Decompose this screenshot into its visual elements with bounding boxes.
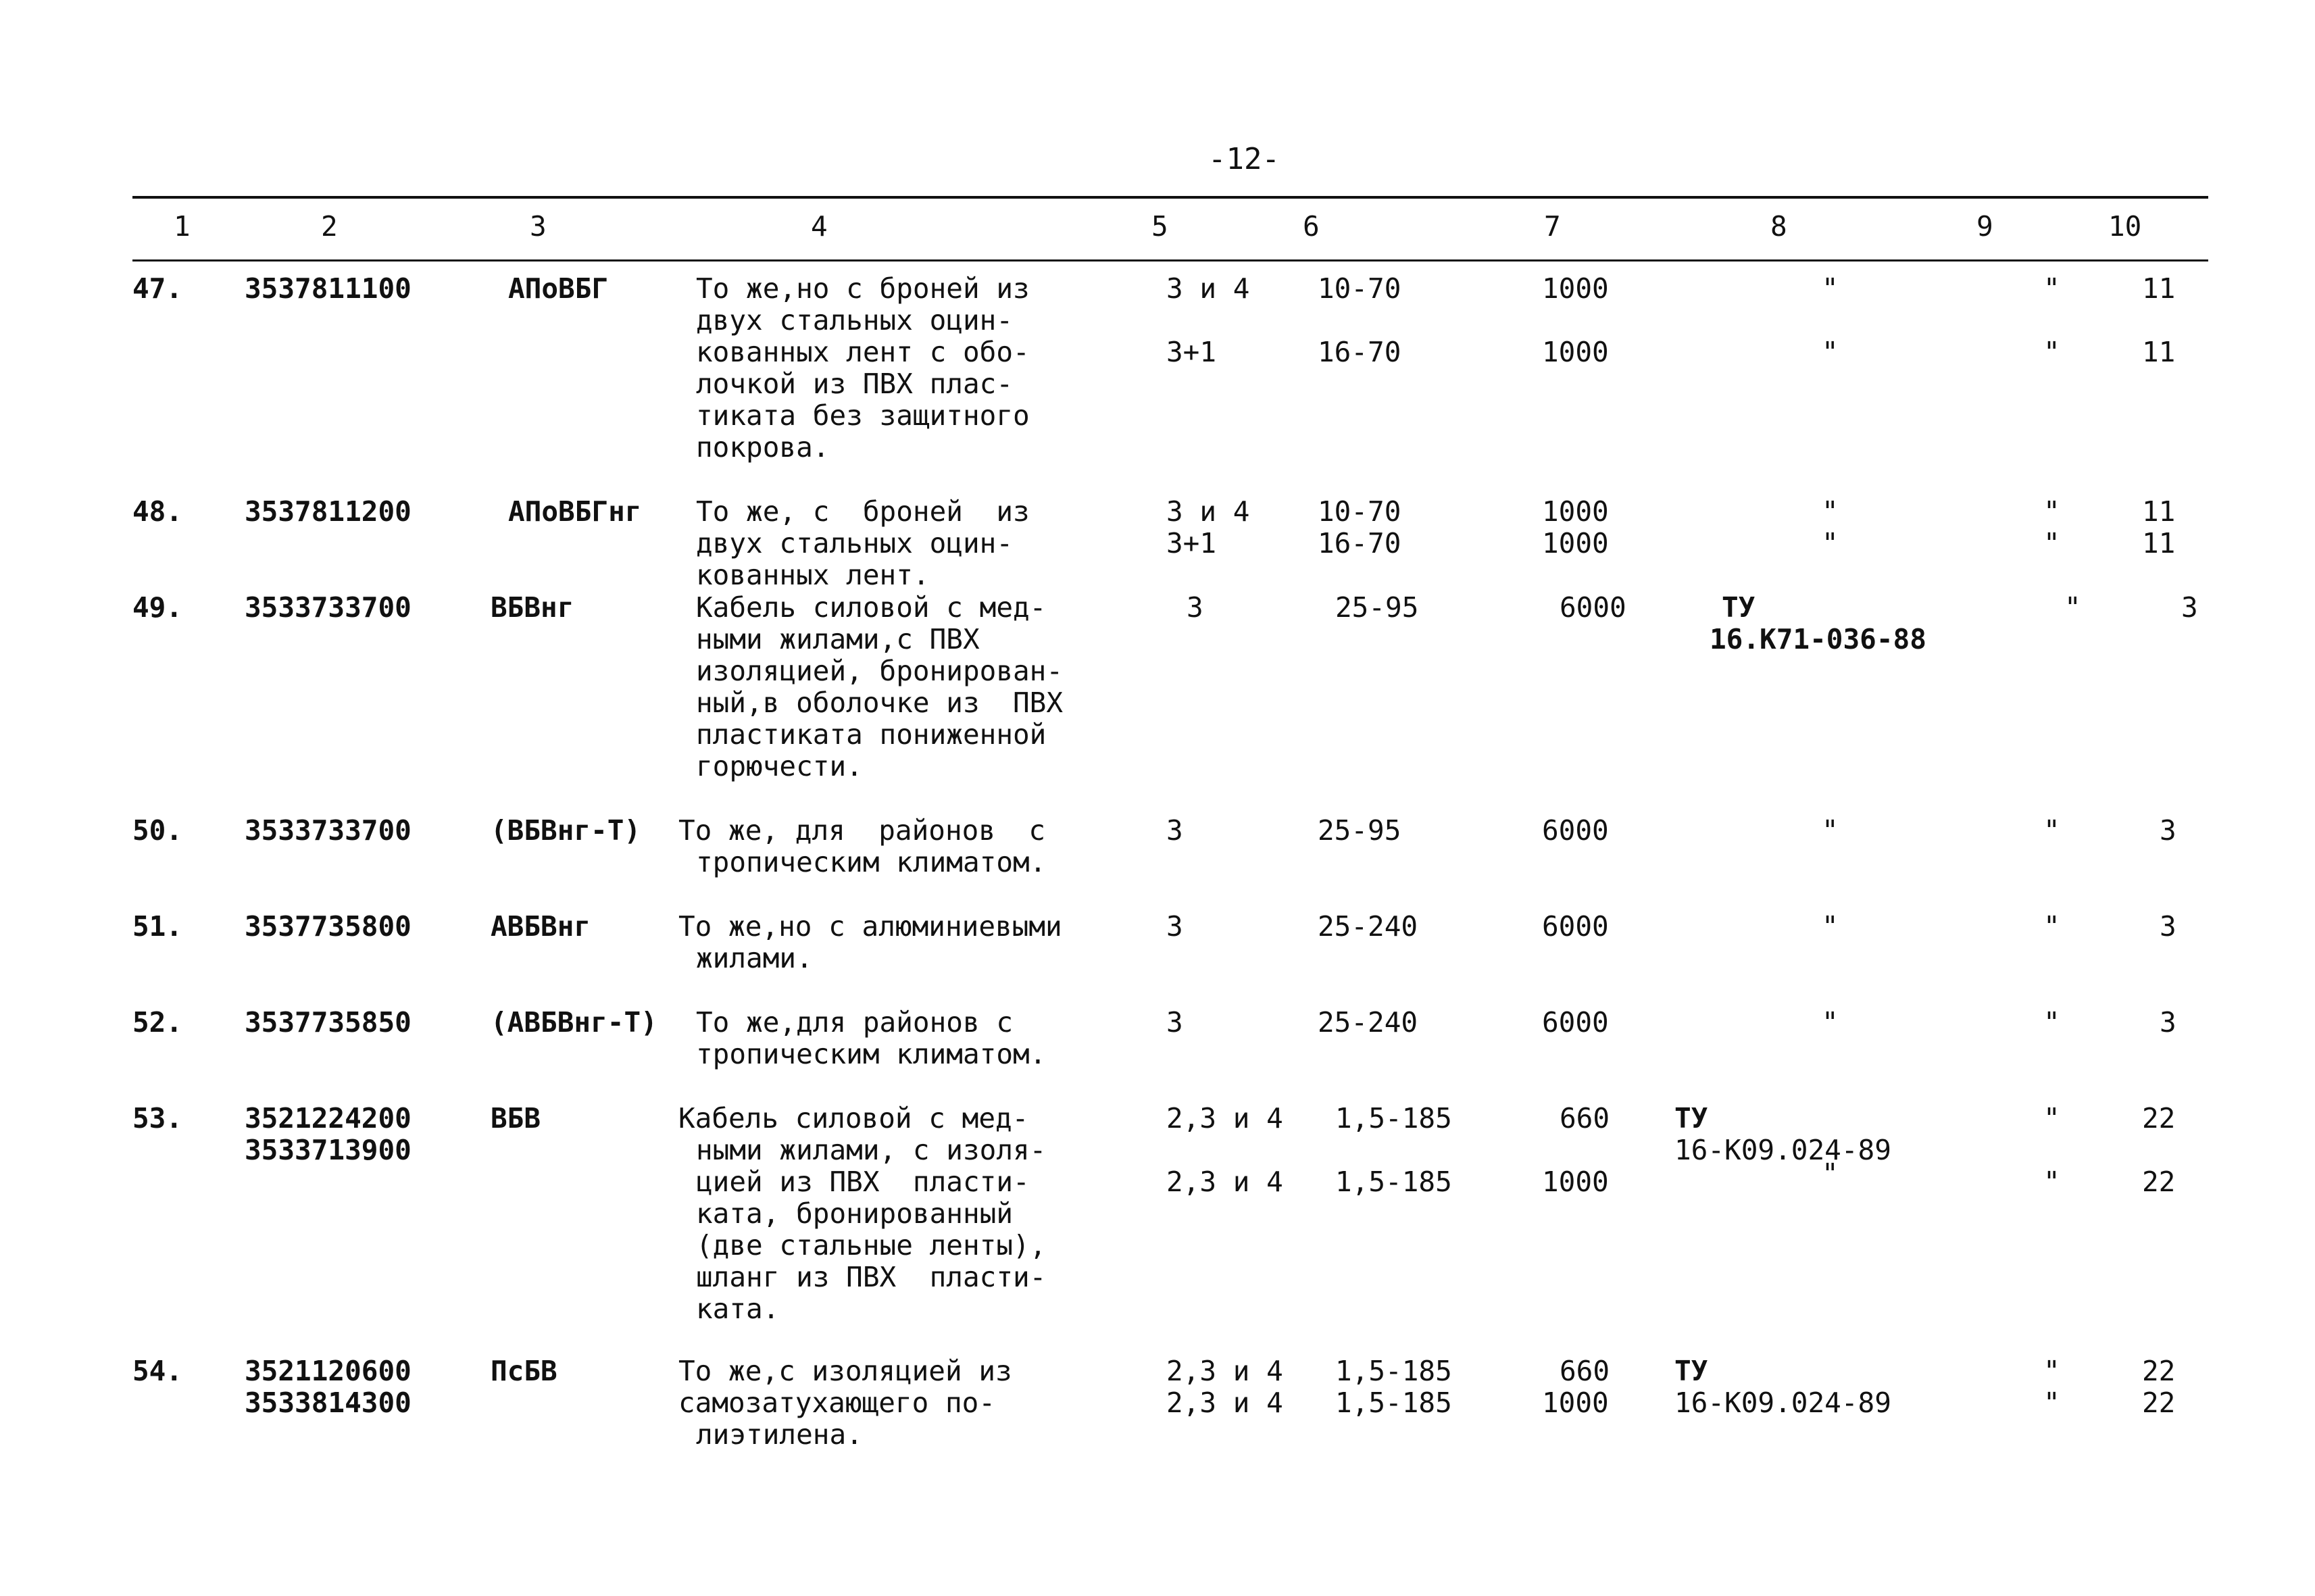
column-9-value: " (2043, 910, 2060, 943)
description-line: То же,но с алюминиевыми (678, 910, 1062, 943)
column-9-value: " (2043, 1006, 2060, 1039)
column-header-6: 6 (1303, 210, 1320, 243)
description-line: Кабель силовой с мед- (696, 591, 1047, 624)
voltage: 1000 (1542, 495, 1609, 528)
voltage: 6000 (1542, 910, 1609, 943)
description-line: кованных лент. (696, 559, 930, 591)
voltage: 6000 (1542, 1006, 1609, 1039)
spec: " (1822, 814, 1839, 847)
core-count: 3 (1166, 814, 1183, 847)
column-10-value: 22 (2142, 1387, 2176, 1419)
description-line: горючести. (696, 750, 863, 782)
voltage: 660 (1560, 1102, 1610, 1134)
column-header-3: 3 (530, 210, 547, 243)
core-count: 3 и 4 (1166, 272, 1250, 305)
product-code: 3537735800 (245, 910, 412, 943)
column-9-value: " (2043, 527, 2060, 559)
core-count: 2,3 и 4 (1166, 1387, 1283, 1419)
description-line: лочкой из ПВХ плас- (696, 368, 1013, 400)
voltage: 1000 (1542, 1387, 1609, 1419)
spec: ТУ (1722, 591, 1756, 624)
row-number: 53. (132, 1102, 183, 1134)
cross-section: 1,5-185 (1335, 1102, 1452, 1134)
description-line: жилами. (696, 942, 813, 974)
description-line: То же,с изоляцией из (678, 1355, 1012, 1387)
spec: " (1822, 910, 1839, 943)
column-9-value: " (2043, 1166, 2060, 1198)
spec: " (1822, 527, 1839, 559)
cross-section: 1,5-185 (1335, 1355, 1452, 1387)
voltage: 1000 (1542, 272, 1609, 305)
spec: " (1822, 336, 1839, 368)
cable-mark: ВБВ (491, 1102, 541, 1134)
column-10-value: 3 (2181, 591, 2198, 624)
spec: ТУ (1674, 1355, 1708, 1387)
spec-number: 16-К09.024-89 (1674, 1387, 1891, 1419)
column-9-value: " (2043, 1387, 2060, 1419)
header-top-rule (132, 196, 2208, 199)
column-10-value: 11 (2142, 336, 2176, 368)
column-10-value: 3 (2160, 910, 2176, 943)
spec: ТУ (1674, 1102, 1708, 1134)
column-10-value: 22 (2142, 1166, 2176, 1198)
product-code: 3537735850 (245, 1006, 412, 1039)
core-count: 3 (1166, 1006, 1183, 1039)
cross-section: 25-240 (1318, 910, 1418, 943)
core-count: 2,3 и 4 (1166, 1355, 1283, 1387)
column-9-value: " (2043, 272, 2060, 305)
column-header-1: 1 (174, 210, 191, 243)
description-line: покрова. (696, 431, 830, 464)
column-9-value: " (2064, 591, 2081, 624)
cable-mark: АВБВнг (491, 910, 591, 943)
column-9-value: " (2043, 814, 2060, 847)
page-number: -12- (1208, 142, 1280, 176)
cable-mark: (ВБВнг-Т) (491, 814, 641, 847)
column-9-value: " (2043, 1355, 2060, 1387)
description-line: То же,для районов с (696, 1006, 1013, 1039)
row-number: 49. (132, 591, 183, 624)
description-line: То же, для районов с (678, 814, 1046, 847)
core-count: 2,3 и 4 (1166, 1166, 1283, 1198)
cross-section: 25-95 (1318, 814, 1401, 847)
column-9-value: " (2043, 1102, 2060, 1134)
column-header-8: 8 (1770, 210, 1787, 243)
column-9-value: " (2043, 336, 2060, 368)
column-header-10: 10 (2108, 210, 2142, 243)
spec: " (1822, 272, 1839, 305)
description-line: изоляцией, бронирован- (696, 655, 1064, 687)
spec-number: 16-К09.024-89 (1674, 1134, 1891, 1166)
row-number: 47. (132, 272, 183, 305)
cross-section: 10-70 (1318, 495, 1401, 528)
product-code: 3537811200 (245, 495, 412, 528)
description-line: пластиката пониженной (696, 718, 1047, 751)
description-line: ката, бронированный (696, 1197, 1013, 1230)
column-10-value: 11 (2142, 272, 2176, 305)
cable-mark: АПоВБГ (508, 272, 609, 305)
core-count: 3 (1187, 591, 1203, 624)
row-number: 52. (132, 1006, 183, 1039)
column-10-value: 22 (2142, 1102, 2176, 1134)
core-count: 3+1 (1166, 527, 1217, 559)
voltage: 1000 (1542, 336, 1609, 368)
description-line: самозатухающего по- (678, 1387, 995, 1419)
cross-section: 16-70 (1318, 336, 1401, 368)
column-10-value: 11 (2142, 527, 2176, 559)
row-number: 51. (132, 910, 183, 943)
voltage: 1000 (1542, 527, 1609, 559)
cable-mark: ПсБВ (491, 1355, 557, 1387)
product-code: 3537811100 (245, 272, 412, 305)
description-line: тропическим климатом. (696, 1038, 1047, 1070)
description-line: ный,в оболочке из ПВХ (696, 687, 1064, 719)
description-line: Кабель силовой с мед- (678, 1102, 1029, 1134)
description-line: ката. (696, 1293, 780, 1325)
description-line: тиката без защитного (696, 399, 1030, 432)
description-line: ными жилами,с ПВХ (696, 623, 980, 655)
column-10-value: 3 (2160, 1006, 2176, 1039)
cable-mark: ВБВнг (491, 591, 574, 624)
voltage: 660 (1560, 1355, 1610, 1387)
product-code: 3521224200 (245, 1102, 412, 1134)
core-count: 3+1 (1166, 336, 1217, 368)
cable-mark: (АВБВнг-Т) (491, 1006, 657, 1039)
voltage: 6000 (1560, 591, 1626, 624)
description-line: То же, с броней из (696, 495, 1030, 528)
description-line: ными жилами, с изоля- (696, 1134, 1047, 1166)
description-line: (две стальные ленты), (696, 1229, 1047, 1262)
column-10-value: 3 (2160, 814, 2176, 847)
description-line: двух стальных оцин- (696, 527, 1013, 559)
cross-section: 25-240 (1318, 1006, 1418, 1039)
cable-mark: АПоВБГнг (508, 495, 642, 528)
core-count: 3 (1166, 910, 1183, 943)
column-header-5: 5 (1151, 210, 1168, 243)
voltage: 1000 (1542, 1166, 1609, 1198)
row-number: 48. (132, 495, 183, 528)
product-code: 3533733700 (245, 591, 412, 624)
spec: " (1822, 1157, 1839, 1190)
description-line: тропическим климатом. (696, 846, 1047, 878)
column-header-9: 9 (1976, 210, 1993, 243)
row-number: 54. (132, 1355, 183, 1387)
product-code: 3533733700 (245, 814, 412, 847)
cross-section: 25-95 (1335, 591, 1419, 624)
row-number: 50. (132, 814, 183, 847)
spec: " (1822, 495, 1839, 528)
description-line: То же,но с броней из (696, 272, 1030, 305)
product-code: 3533814300 (245, 1387, 412, 1419)
column-10-value: 22 (2142, 1355, 2176, 1387)
cross-section: 1,5-185 (1335, 1166, 1452, 1198)
column-header-2: 2 (321, 210, 338, 243)
cross-section: 16-70 (1318, 527, 1401, 559)
description-line: лиэтилена. (696, 1418, 863, 1451)
spec-number: 16.К71-036-88 (1710, 623, 1926, 655)
cross-section: 10-70 (1318, 272, 1401, 305)
column-header-4: 4 (811, 210, 828, 243)
core-count: 2,3 и 4 (1166, 1102, 1283, 1134)
description-line: кованных лент с обо- (696, 336, 1030, 368)
description-line: цией из ПВХ пласти- (696, 1166, 1030, 1198)
voltage: 6000 (1542, 814, 1609, 847)
column-9-value: " (2043, 495, 2060, 528)
column-header-7: 7 (1544, 210, 1561, 243)
header-bottom-rule (132, 259, 2208, 261)
product-code: 3533713900 (245, 1134, 412, 1166)
core-count: 3 и 4 (1166, 495, 1250, 528)
description-line: двух стальных оцин- (696, 304, 1013, 336)
description-line: шланг из ПВХ пласти- (696, 1261, 1047, 1293)
column-10-value: 11 (2142, 495, 2176, 528)
spec: " (1822, 1006, 1839, 1039)
cross-section: 1,5-185 (1335, 1387, 1452, 1419)
product-code: 3521120600 (245, 1355, 412, 1387)
